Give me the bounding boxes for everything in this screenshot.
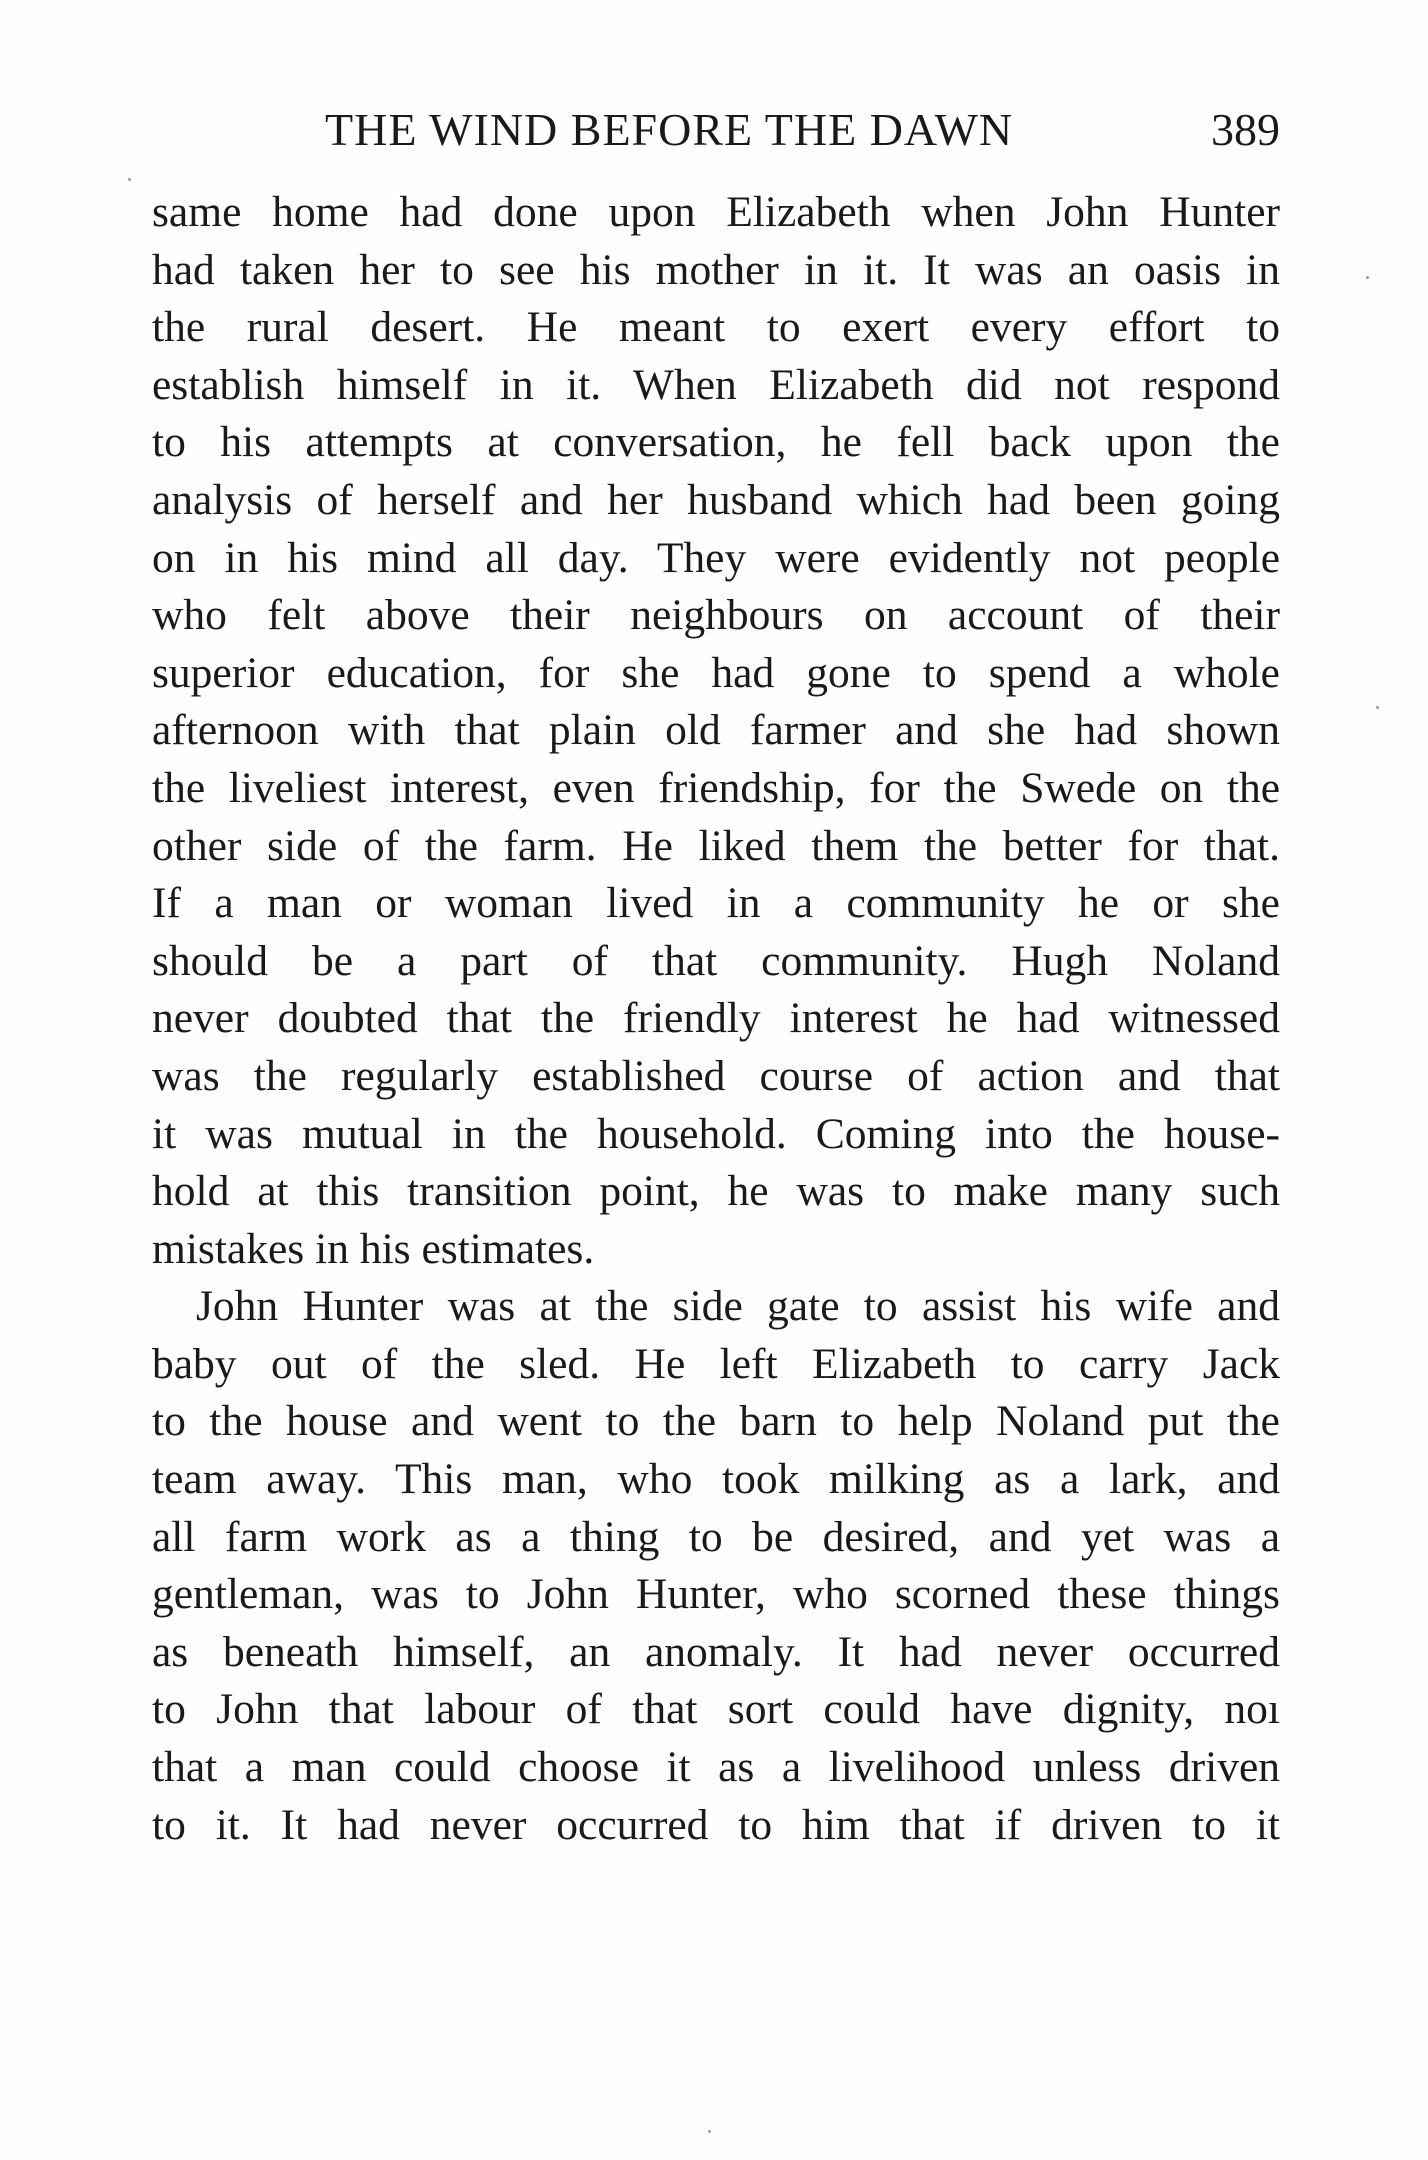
text-line: mistakes in his estimates. — [152, 1224, 595, 1273]
text-line: on in his mind all day. They were evidently not people — [152, 533, 1280, 582]
paragraph-1 — [152, 184, 1280, 1278]
text-line: who felt above their neighbours on account of their — [152, 591, 1280, 640]
text-line: gentleman, was to John Hunter, who scorned these things — [152, 1570, 1280, 1619]
text-line: to John that labour of that sort could have dignity, noı — [152, 1685, 1280, 1734]
text-line: afternoon with that plain old farmer and she had shown — [152, 706, 1280, 755]
text-line: superior education, for she had gone to spend a whole — [152, 648, 1280, 697]
text-line: same home had done upon Elizabeth when John Hunter — [152, 188, 1280, 236]
text-line: all farm work as a thing to be desired, and yet was a — [152, 1512, 1280, 1561]
text-line: the rural desert. He meant to exert every effort to — [152, 303, 1280, 352]
text-line: hold at this transition point, he was to make many such — [152, 1167, 1280, 1216]
text-line: establish himself in it. When Elizabeth did not respond — [152, 360, 1280, 409]
text-line: baby out of the sled. He left Elizabeth to carry Jack — [152, 1339, 1280, 1388]
text-line: should be a part of that community. Hugh Noland — [152, 936, 1280, 985]
running-title: THE WIND BEFORE THE DAWN — [325, 104, 1014, 155]
text-line: to the house and went to the barn to help Noland put the — [152, 1397, 1280, 1446]
text-line: If a man or woman lived in a community he or she — [152, 879, 1280, 928]
text-line: team away. This man, who took milking as a lark, and — [152, 1455, 1280, 1504]
running-head — [150, 100, 1280, 160]
page-number: 389 — [1211, 104, 1280, 155]
text-line: that a man could choose it as a livelihood unless driven — [152, 1743, 1280, 1792]
text-line: other side of the farm. He liked them the better for that. — [152, 821, 1280, 870]
text-line: to his attempts at conversation, he fell back upon the — [152, 418, 1280, 467]
text-line: it was mutual in the household. Coming into the house- — [152, 1109, 1280, 1158]
text-line: was the regularly established course of action and that — [152, 1051, 1280, 1100]
text-line: John Hunter was at the side gate to assist his wife and — [196, 1282, 1280, 1331]
paragraph-2 — [152, 1278, 1280, 1854]
text-line: had taken her to see his mother in it. It was an oasis in — [152, 245, 1280, 294]
text-line: analysis of herself and her husband which had been going — [152, 475, 1280, 524]
paper-speck — [1376, 706, 1379, 709]
text-line: never doubted that the friendly interest he had witnessed — [152, 994, 1280, 1043]
paper-speck — [1366, 276, 1369, 279]
text-line: to it. It had never occurred to him that if driven to it — [152, 1800, 1280, 1849]
body-text — [152, 184, 1280, 1854]
paper-speck — [708, 2130, 711, 2133]
paper-speck — [128, 178, 131, 181]
text-line: as beneath himself, an anomaly. It had never occurred — [152, 1627, 1280, 1676]
text-line: the liveliest interest, even friendship, for the Swede on the — [152, 763, 1280, 812]
